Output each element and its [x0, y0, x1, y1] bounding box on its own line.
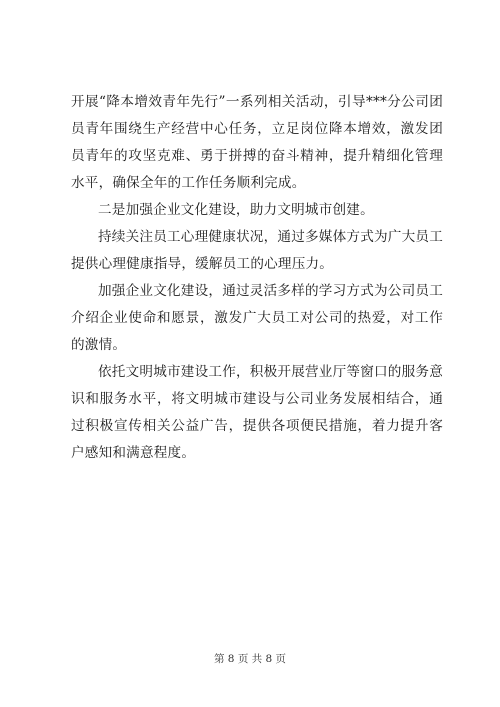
page-footer — [0, 651, 500, 666]
paragraph-civilized-city: 依托文明城市建设工作，积极开展营业厅等窗口的服务意识和服务水平，将文明城市建设与公司业务发展相结合，通过积极宣传相关公益广告，提供各项便民措施，着力提升客户感知和满意程度。 — [71, 364, 443, 461]
paragraph-corporate-culture: 加强企业文化建设，通过灵活多样的学习方式为公司员工介绍企业使命和愿景，激发广大员工对公司的热爱，对工作的激情。 — [71, 283, 443, 353]
page-number-label: 第 8 页 共 8 页 — [213, 653, 287, 665]
paragraph-section-heading: 二是加强企业文化建设，助力文明城市创建。 — [98, 202, 374, 218]
paragraph-mental-health: 持续关注员工心理健康状况，通过多媒体方式为广大员工提供心理健康指导，缓解员工的心理压力。 — [71, 229, 443, 272]
document-body — [71, 89, 443, 467]
paragraph-continuation: 开展“降本增效青年先行”一系列相关活动，引导***分公司团员青年围绕生产经营中心任务，立足岗位降本增效，激发团员青年的攻坚克难、勇于拼搏的奋斗精神，提升精细化管理水平，确保全年的工作任务顺利完成。 — [71, 94, 443, 191]
